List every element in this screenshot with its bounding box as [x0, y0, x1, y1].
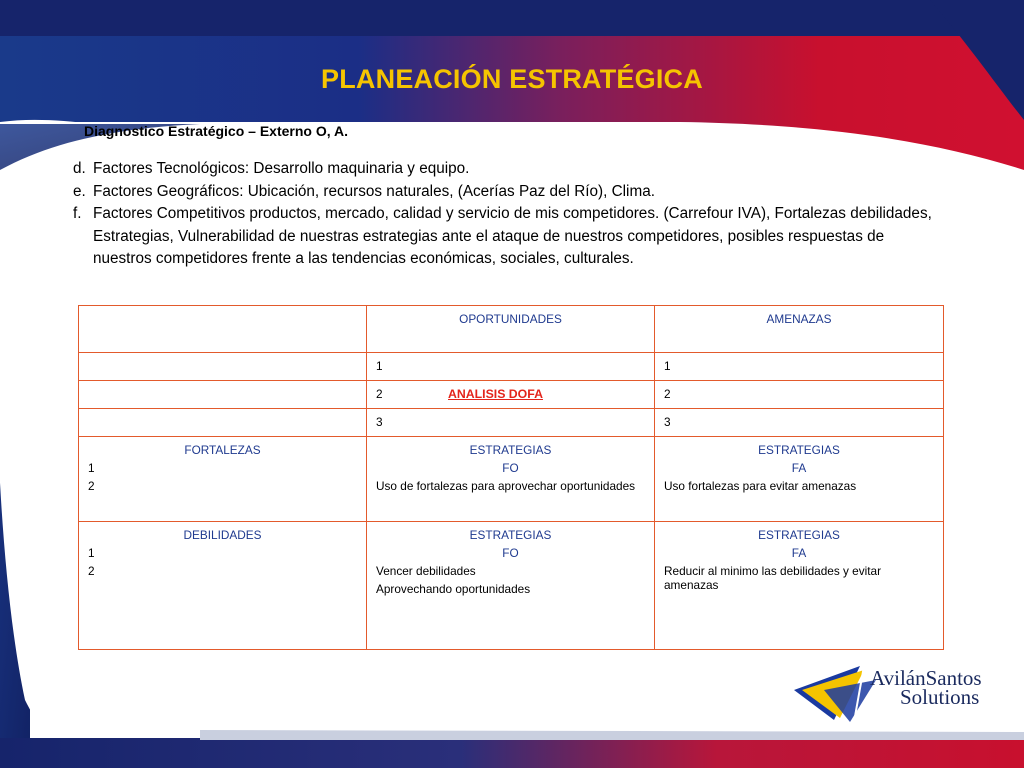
strength-item: 2	[88, 479, 95, 493]
list-marker: d.	[73, 160, 86, 177]
logo-text-secondary: Solutions	[900, 685, 980, 709]
list-text: Factores Tecnológicos: Desarrollo maquinaria y equipo.	[93, 160, 470, 177]
strategy-code: FO	[502, 546, 519, 560]
table-cell	[79, 353, 367, 381]
strategy-title: ESTRATEGIAS	[469, 528, 552, 542]
strategy-title: ESTRATEGIAS	[758, 443, 840, 457]
table-cell	[79, 381, 367, 409]
table-row	[79, 437, 944, 522]
da-strategy-cell	[655, 522, 944, 650]
dofa-table	[78, 305, 944, 650]
logo-text-primary: AvilánSantos	[870, 666, 982, 690]
table-row	[79, 353, 944, 381]
strength-item: 1	[88, 461, 95, 475]
list-marker: f.	[73, 205, 82, 222]
strategy-text: Aprovechando oportunidades	[376, 582, 531, 596]
list-item	[73, 181, 943, 204]
opportunity-number: 1	[367, 353, 655, 381]
list-item	[73, 203, 943, 271]
header-threats: AMENAZAS	[655, 306, 944, 353]
strategy-code: FA	[791, 461, 807, 475]
do-strategy-cell	[367, 522, 655, 650]
strategy-text: Vencer debilidades	[376, 564, 476, 578]
threat-number: 3	[655, 409, 944, 437]
table-cell	[79, 306, 367, 353]
weaknesses-label: DEBILIDADES	[183, 528, 262, 542]
threat-number: 2	[655, 381, 944, 409]
threat-number: 1	[655, 353, 944, 381]
opportunity-number: 3	[367, 409, 655, 437]
strengths-label: FORTALEZAS	[184, 443, 261, 457]
list-text: Factores Competitivos productos, mercado, calidad y servicio de mis competidores. (Carrefour IVA), Fortalezas debilidades, Estrategias, Vulnerabilidad de nuestras estrategias ante el ataque de nuestros competidores, posibles respuestas de nuestros competidores frente a las tendencias económicas, sociales, culturales.	[93, 205, 932, 267]
strategy-code: FA	[791, 546, 807, 560]
opportunity-number-cell	[367, 381, 655, 409]
fa-strategy-cell	[655, 437, 944, 522]
strategy-code: FO	[502, 461, 519, 475]
strategy-title: ESTRATEGIAS	[469, 443, 552, 457]
slide-title: PLANEACIÓN ESTRATÉGICA	[321, 64, 703, 94]
slide-subtitle: Diagnostico Estratégico – Externo O, A.	[84, 123, 348, 139]
list-item	[73, 158, 943, 181]
header-opportunities: OPORTUNIDADES	[367, 306, 655, 353]
fo-strategy-cell	[367, 437, 655, 522]
opportunity-number: 2	[376, 387, 383, 401]
strategy-title: ESTRATEGIAS	[758, 528, 840, 542]
list-marker: e.	[73, 182, 86, 200]
list-text: Factores Geográficos: Ubicación, recursos naturales, (Acerías Paz del Río), Clima.	[93, 182, 655, 200]
table-row	[79, 381, 944, 409]
table-cell	[79, 409, 367, 437]
strengths-cell	[79, 437, 367, 522]
table-row	[79, 409, 944, 437]
table-row	[79, 522, 944, 650]
strategy-text: Uso de fortalezas para aprovechar oportunidades	[376, 479, 636, 493]
table-row	[79, 306, 944, 353]
strategy-text: Reducir al minimo las debilidades y evitar amenazas	[664, 564, 882, 592]
weaknesses-cell	[79, 522, 367, 650]
weakness-item: 1	[88, 546, 95, 560]
weakness-item: 2	[88, 564, 95, 578]
factors-list	[73, 158, 943, 271]
analisis-dofa-link[interactable]: ANALISIS DOFA	[448, 387, 543, 401]
strategy-text: Uso fortalezas para evitar amenazas	[664, 479, 857, 493]
